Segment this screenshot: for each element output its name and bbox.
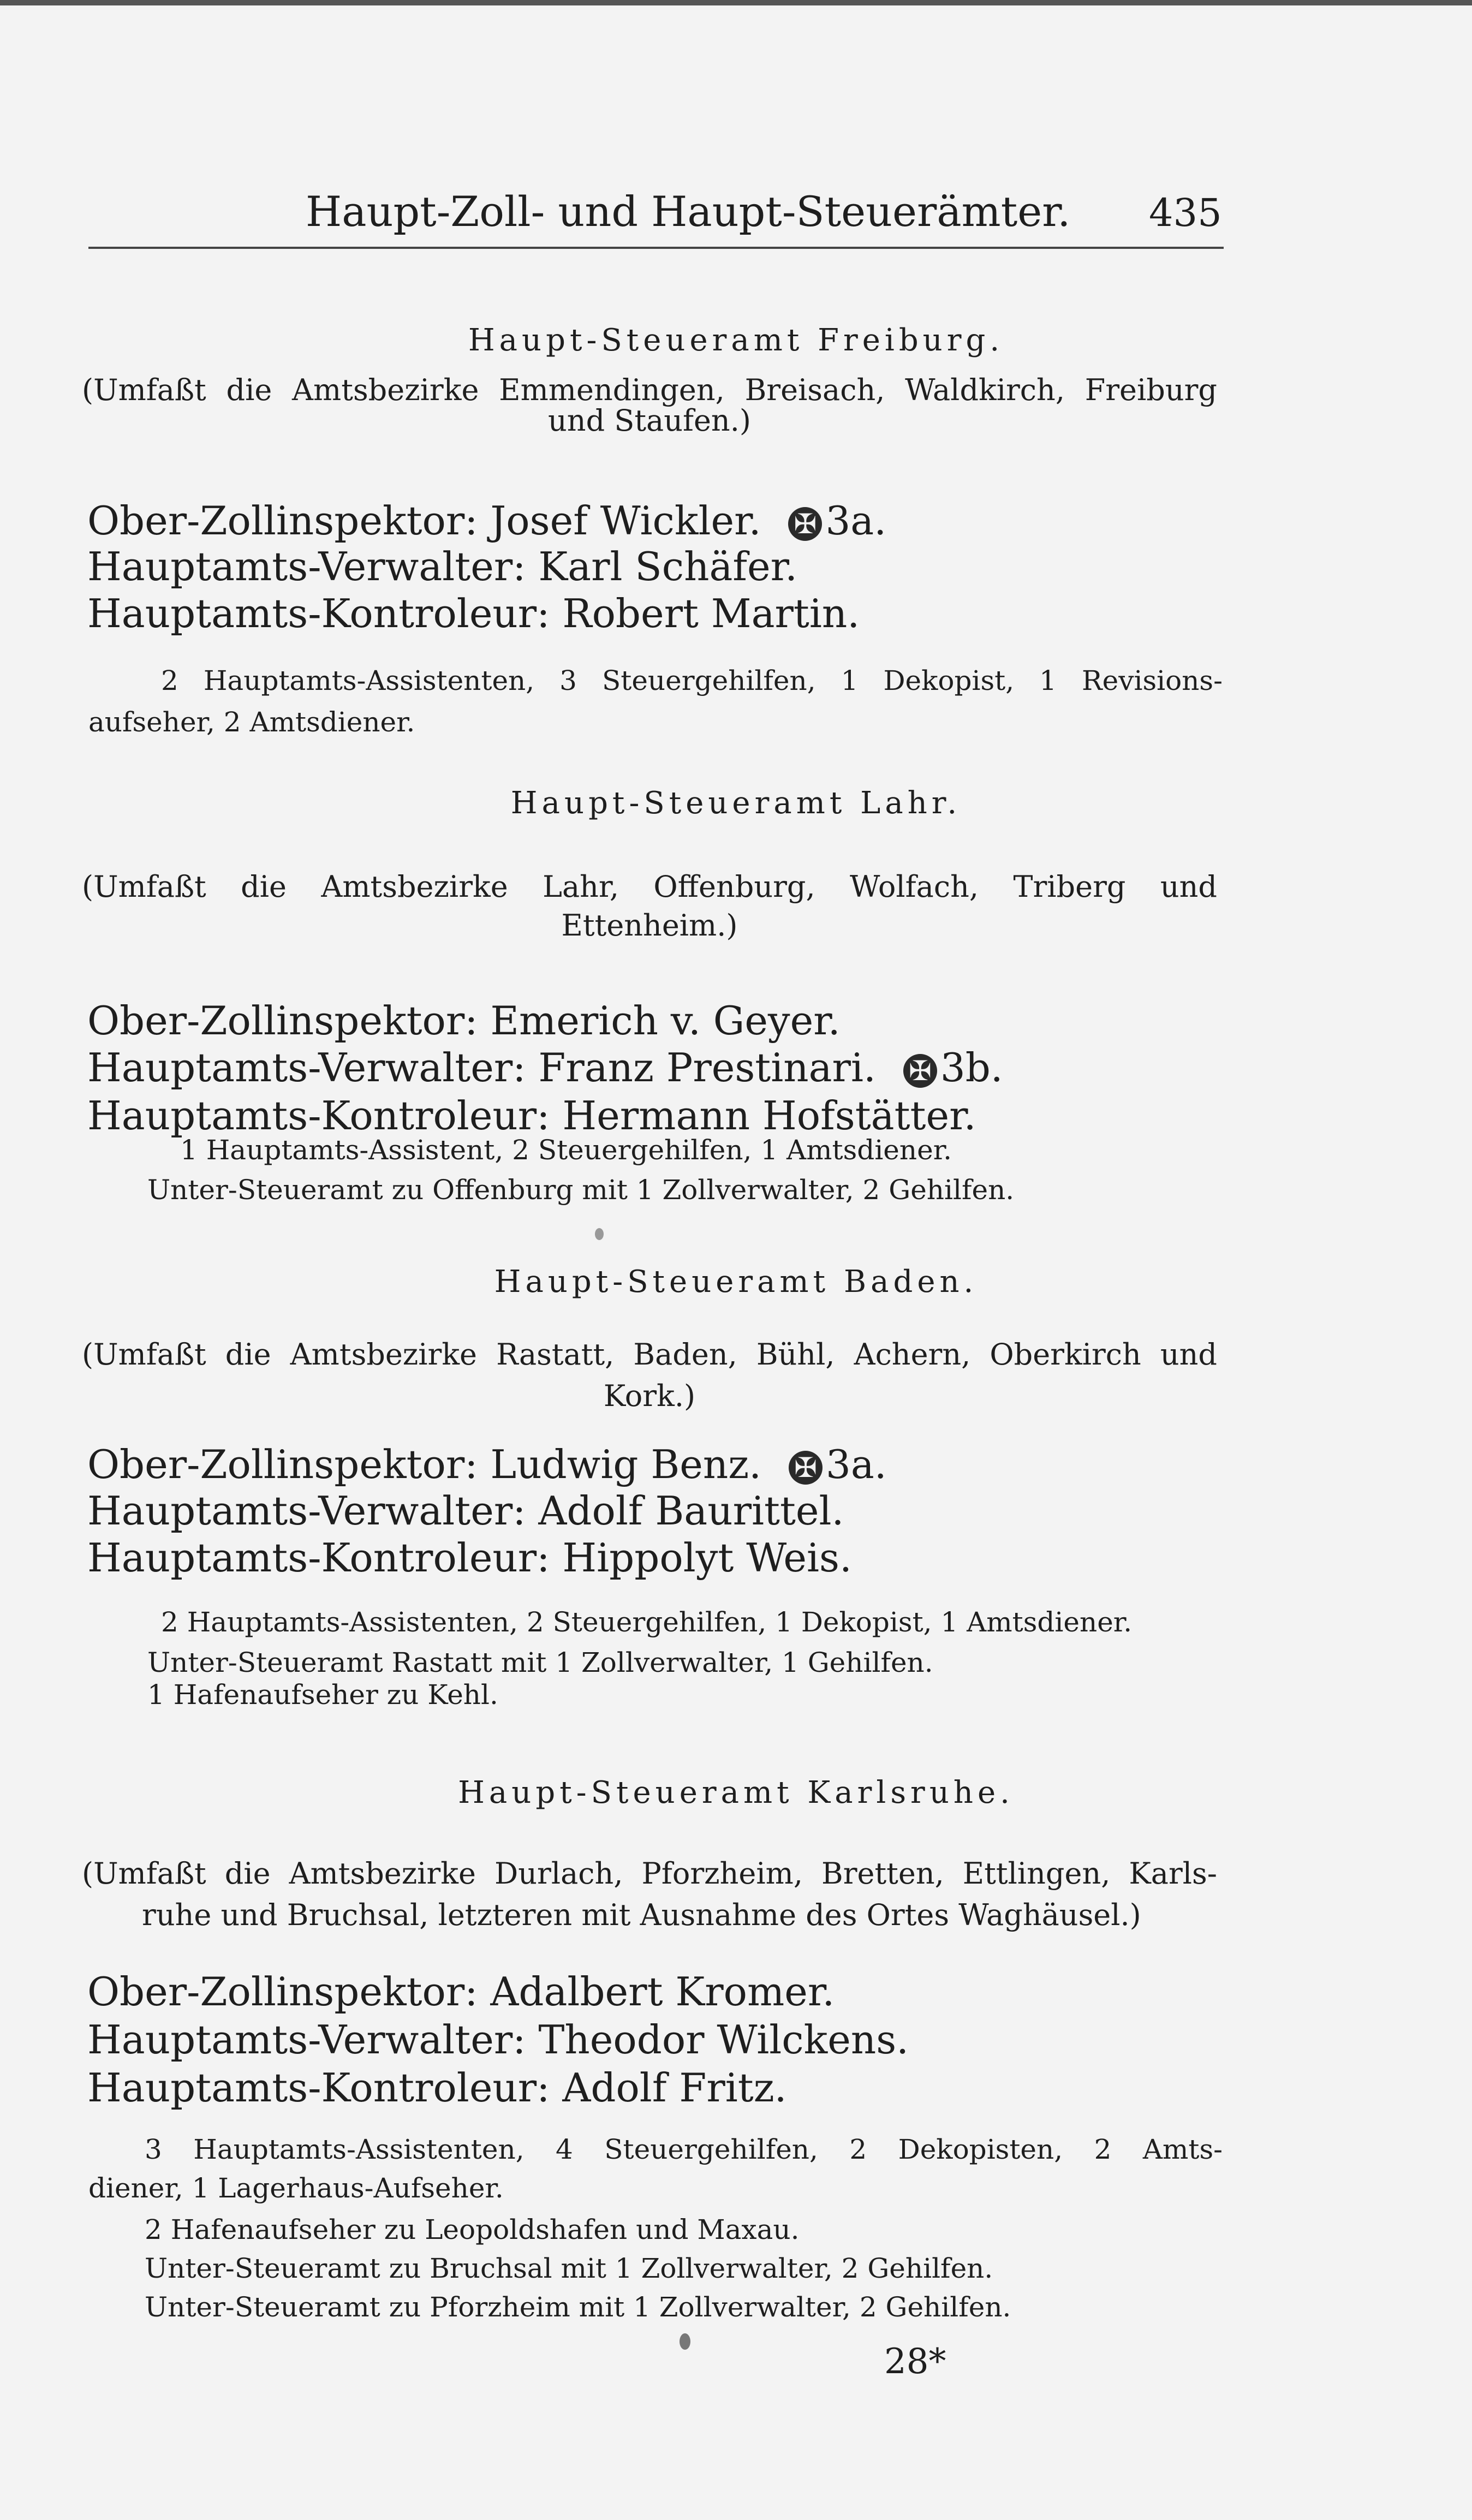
scan-edge — [0, 0, 1472, 5]
running-header: Haupt-Zoll- und Haupt-Steuerämter. — [306, 187, 1071, 236]
staff-line: diener, 1 Lagerhaus-Aufseher. — [88, 2172, 504, 2204]
section-title-freiburg: Haupt-Steueramt Freiburg. — [468, 323, 1004, 358]
section-title-lahr: Haupt-Steueramt Lahr. — [510, 785, 962, 821]
official-text: Hauptamts-Verwalter: Franz Prestinari. — [87, 1045, 876, 1091]
official-line: Hauptamts-Verwalter: Adolf Baurittel. — [87, 1488, 844, 1534]
scope-line: Ettenheim.) — [561, 908, 738, 943]
staff-line: 2 Hafenaufseher zu Leopoldshafen und Maxau. — [145, 2214, 800, 2245]
official-line — [87, 1441, 887, 1487]
staff-line: 2 Hauptamts-Assistenten, 2 Steuergehilfen, 1 Dekopist, 1 Amtsdiener. — [161, 1606, 1133, 1638]
official-line: Ober-Zollinspektor: Emerich v. Geyer. — [87, 998, 841, 1044]
official-line: Hauptamts-Kontroleur: Hippolyt Weis. — [87, 1535, 852, 1581]
official-line: Hauptamts-Kontroleur: Robert Martin. — [87, 591, 860, 636]
scope-line: und Staufen.) — [548, 403, 751, 438]
official-line: Hauptamts-Kontroleur: Hermann Hofstätter. — [87, 1093, 976, 1139]
order-cross-icon: ✠ — [903, 1054, 937, 1088]
official-text: Ober-Zollinspektor: Ludwig Benz. — [87, 1441, 762, 1487]
official-text: Ober-Zollinspektor: Josef Wickler. — [87, 498, 761, 544]
staff-line: 1 Hafenaufseher zu Kehl. — [147, 1679, 498, 1711]
order-cross-icon: ✠ — [788, 507, 822, 541]
ink-speck — [680, 2333, 690, 2350]
scope-line: (Umfaßt die Amtsbezirke Emmendingen, Breisach, Waldkirch, Freiburg — [82, 373, 1217, 407]
staff-line: 1 Hauptamts-Assistent, 2 Steuergehilfen, 1 Amtsdiener. — [180, 1134, 952, 1166]
order-cross-icon: ✠ — [789, 1451, 823, 1485]
staff-line: 2 Hauptamts-Assistenten, 3 Steuergehilfen, 1 Dekopist, 1 Revisions- — [161, 665, 1223, 696]
official-line: Hauptamts-Verwalter: Theodor Wilckens. — [87, 2017, 909, 2063]
staff-line: Unter-Steueramt zu Pforzheim mit 1 Zollverwalter, 2 Gehilfen. — [145, 2291, 1011, 2323]
order-class: 3b. — [940, 1045, 1003, 1091]
header-rule — [88, 247, 1224, 249]
staff-line: 3 Hauptamts-Assistenten, 4 Steuergehilfen, 2 Dekopisten, 2 Amts- — [145, 2134, 1223, 2165]
scope-line: Kork.) — [603, 1379, 696, 1413]
official-line — [87, 1045, 1003, 1091]
official-line: Hauptamts-Kontroleur: Adolf Fritz. — [87, 2065, 787, 2111]
staff-line: Unter-Steueramt zu Offenburg mit 1 Zollverwalter, 2 Gehilfen. — [147, 1174, 1015, 1206]
signature-mark: 28* — [884, 2342, 946, 2382]
scope-line: (Umfaßt die Amtsbezirke Lahr, Offenburg, Wolfach, Triberg und — [82, 869, 1217, 904]
ink-speck — [595, 1228, 604, 1240]
staff-line: Unter-Steueramt Rastatt mit 1 Zollverwalter, 1 Gehilfen. — [147, 1647, 933, 1678]
scope-line: (Umfaßt die Amtsbezirke Rastatt, Baden, Bühl, Achern, Oberkirch und — [82, 1337, 1217, 1372]
official-line: Hauptamts-Verwalter: Karl Schäfer. — [87, 544, 798, 589]
staff-line: Unter-Steueramt zu Bruchsal mit 1 Zollverwalter, 2 Gehilfen. — [145, 2253, 993, 2284]
page-number: 435 — [1149, 190, 1222, 235]
official-line: Ober-Zollinspektor: Adalbert Kromer. — [87, 1969, 835, 2015]
staff-line: aufseher, 2 Amtsdiener. — [88, 706, 415, 738]
official-line — [87, 498, 887, 544]
order-class: 3a. — [825, 498, 887, 544]
section-title-karlsruhe: Haupt-Steueramt Karlsruhe. — [458, 1775, 1014, 1810]
scope-line: (Umfaßt die Amtsbezirke Durlach, Pforzheim, Bretten, Ettlingen, Karls- — [82, 1856, 1217, 1891]
scope-line: ruhe und Bruchsal, letzteren mit Ausnahme des Ortes Waghäusel.) — [142, 1898, 1141, 1932]
section-title-baden: Haupt-Steueramt Baden. — [494, 1264, 978, 1300]
order-class: 3a. — [826, 1441, 887, 1487]
